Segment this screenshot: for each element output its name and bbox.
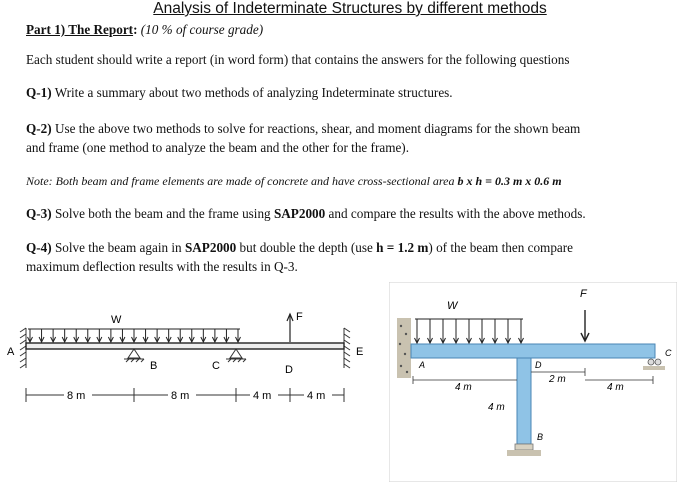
part-grade: (10 % of course grade) [140,22,264,37]
question-4 [26,240,573,256]
label-w: W [111,314,122,326]
span-ab: 8 m [67,390,86,402]
q4-text-c: ) of the beam then compare [428,240,574,255]
note-prefix: Note: Both beam and frame elements are made of concrete and have cross-sectional area [26,174,455,188]
frame-dim-db: 4 m [488,402,505,413]
note-line [26,174,562,189]
q4-line2: maximum deflection results with the results in Q-3. [26,259,298,274]
q3-software: SAP2000 [273,206,326,221]
pin-support-c [226,349,246,362]
label-f: F [296,311,303,323]
q3-text-a: Solve both the beam and the frame using [54,206,271,221]
distributed-load-arrows [28,329,241,342]
frame-label-a: A [419,360,426,370]
q2-label: Q-2) [26,121,52,136]
q3-label: Q-3) [26,206,52,221]
question-3 [26,206,586,222]
q4-text-a: Solve the beam again in [54,240,182,255]
q4-value: h = 1.2 m [376,240,429,255]
frame-figure [389,282,677,482]
q1-label: Q-1) [26,85,52,100]
question-1 [26,85,453,101]
span-cd: 4 m [253,390,272,402]
part-colon: : [133,22,138,37]
q3-text-b: and compare the results with the above methods. [328,206,586,221]
part-label: Part 1) The Report [26,22,134,37]
point-load-f [287,314,293,342]
part-heading [26,22,263,38]
frame-dim-d-load: 2 m [549,374,566,385]
wall-support-a [20,328,26,368]
frame-label-f: F [580,288,587,300]
span-de: 4 m [307,390,326,402]
frame-beam [411,344,655,358]
label-c: C [212,360,220,372]
intro-text: Each student should write a report (in word form) that contains the answers for the following questions [26,52,570,67]
frame-label-c: C [665,348,672,358]
span-bc: 8 m [171,390,190,402]
q4-software: SAP2000 [184,240,237,255]
frame-label-d: D [535,360,542,370]
page-title: Analysis of Indeterminate Structures by different methods [153,0,547,17]
beam-member [26,343,344,349]
label-e: E [356,346,364,358]
q2-line2: and frame (one method to analyze the beam and the other for the frame). [26,140,409,155]
frame-dim-ad: 4 m [455,382,472,393]
frame-column [517,358,531,444]
label-d: D [285,364,293,376]
frame-dim-load-c: 4 m [607,382,624,393]
q1-text: Write a summary about two methods of analyzing Indeterminate structures. [54,85,453,100]
pin-support-b [124,349,144,362]
question-2 [26,121,580,137]
label-a: A [7,346,15,358]
q4-label: Q-4) [26,240,52,255]
frame-label-b: B [537,432,544,442]
label-b: B [150,360,158,372]
note-value: b x h = 0.3 m x 0.6 m [457,174,562,188]
frame-wall-a [397,318,411,378]
frame-label-w: W [447,300,458,312]
q2-line1: Use the above two methods to solve for reactions, shear, and moment diagrams for the shown beam [54,121,581,136]
wall-support-e [344,328,350,368]
beam-figure [4,298,374,433]
q4-text-b: but double the depth (use [239,240,373,255]
